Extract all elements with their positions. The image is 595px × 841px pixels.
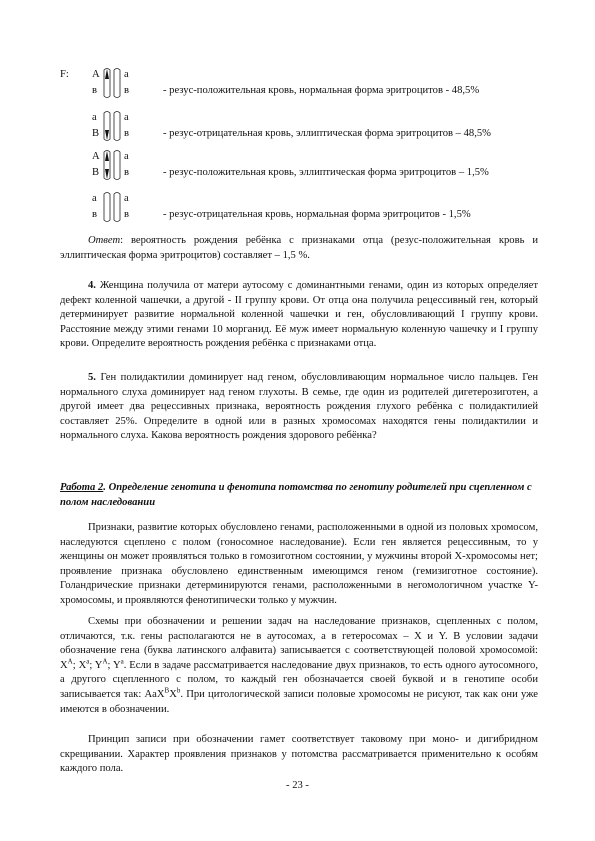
genotype-example: $AaX^BX^b$ [144, 686, 181, 700]
task-4 [60, 279, 538, 352]
paragraph-notation: Схемы при обозначении и решении задач на наследование признаков, сцепленных с полом, отличаются, т.к. гены располагаются не в аутосомах, а в гетеросомах – X и Y. В условии задачи обозначение гена (буква латинского алфавита) записывается с соответствующей половой хромосомой: $X^A$; $X^a$; $Y^A$; $Y^a$. Если в задаче рассматривается наследование двух признаков, то есть одного аутосомного, а другого сцепленного с полом, то каждый ген обозначается своей буквой и в генотипе особи записывается так: $AaX^BX^b$. При цитологической записи половые хромосомы не рисуют, так как они уже имеются в обозначении. [60, 616, 538, 715]
task-5 [60, 371, 538, 444]
work-2-label: Работа 2 [60, 482, 104, 493]
task-4-text: Женщина получила от матери аутосому с доминантными генами, один из которых определяет дефект коленной чашечки, а другой - II группу крови. От отца она получила рецессивный ген, который детерминирует развитие нормальной коленной чашечки и ген, обусловливающий I группу крови. Расстояние между этими генами 10 морганид. Её муж имеет нормальную коленную чашечку и I группу крови. Определите вероятность рождения ребёнка с признаками отца. [60, 280, 538, 350]
page-number: - 23 - [286, 780, 309, 791]
allele-top-left: A [92, 151, 100, 162]
chromosome-left [104, 193, 110, 222]
allele-top-left: а [92, 112, 97, 123]
allele-bottom-right: в [124, 128, 130, 139]
allele-bottom-right: в [124, 209, 130, 220]
example-xa-recessive: $X^a$ [78, 657, 90, 671]
task-4-number: 4. [88, 280, 96, 291]
allele-bottom-right: в [124, 167, 130, 178]
allele-top-right: а [124, 112, 129, 123]
task-5-text: Ген полидактилии доминирует над геном, обусловливающим нормальное число пальцев. Ген нормального слуха доминирует над геном глухоты. В семье, где один из родителей дигетерозиготен, а другой имеет два рецессивных признака, вероятность рождения глухого ребёнка с полидактилией составляет 25%. Определите в одной или в разных хромосомах находятся гены полидактилии и нормального слуха. Какова вероятность рождения здорового ребёнка? [60, 372, 538, 442]
chromosome-right [114, 112, 120, 141]
chromosome-pair-icon [101, 110, 123, 142]
paragraph-sex-linked: Признаки, развитие которых обусловлено генами, расположенными в одной из половых хромосом, наследуются сцеплено с полом (гоносомное наследование). Если ген является рецессивным, то у женщины он может проявляться только в гомозиготном состоянии, у мужчины второй Х-хромосомы нет; проявление признака обусловлено единственным имеющимся геном (гемизиготное состояние). Голандрические признаки детерминируются генами, расположенными в негомологичном участке Y-хромосомы, и проявляются фенотипически только у мужчин. [60, 522, 538, 606]
allele-top-left: а [92, 193, 97, 204]
work-2-title [60, 481, 538, 510]
task-5-number: 5. [88, 372, 96, 383]
notation-text-2: . Если в задаче рассматривается наследование двух признаков, то есть одного аутосомного, а другого сцепленного с полом, то каждый ген обозначается своей буквой и в генотипе особи записывается так: [60, 659, 538, 700]
example-ya-recessive: $Y^a$ [112, 657, 124, 671]
allele-top-right: а [124, 193, 129, 204]
work-2-heading: . Определение генотипа и фенотипа потомства по генотипу родителей при сцепленном с полом наследовании [60, 482, 532, 508]
allele-bottom-left: В [92, 128, 100, 139]
notation-text-3: . При цитологической записи половые хромосомы не рисуют, так как они уже имеются в обозначении. [60, 688, 538, 715]
f-label: F: [60, 69, 69, 80]
chromosome-pair-icon [101, 191, 123, 223]
answer-text: : вероятность рождения ребёнка с признаками отца (резус-положительная кровь и эллиптическая форма эритроцитов) составляет – 1,5 %. [60, 235, 538, 261]
chromosome-pair-icon [101, 149, 123, 181]
allele-top-right: a [124, 69, 129, 80]
example-ya-dominant: $Y^A$ [94, 657, 108, 671]
answer-label: Ответ [88, 235, 121, 246]
paragraph-gametes: Принцип записи при обозначении гамет соответствует таковому при моно- и дигибридном скрещивании. Характер проявления признаков у потомства рассматривается применительно к особям каждого пола. [60, 734, 538, 775]
allele-bottom-right: в [124, 85, 130, 96]
dominant-gene-marker [105, 69, 109, 79]
allele-bottom-left: в [92, 85, 98, 96]
chromosome-pair-icon [101, 67, 123, 99]
chromosome-right [114, 193, 120, 222]
phenotype-description: - резус-положительная кровь, нормальная форма эритроцитов - 48,5% [163, 85, 480, 96]
phenotype-description: - резус-отрицательная кровь, нормальная форма эритроцитов - 1,5% [163, 209, 471, 220]
example-xa-dominant: $X^A$ [60, 657, 73, 671]
notation-text-1: Схемы при обозначении и решении задач на наследование признаков, сцепленных с полом, отличаются, т.к. гены располагаются не в аутосомах, а в гетеросомах – X и Y. В условии задачи обозначение гена (буква латинского алфавита) записывается с соответствующей половой хромосомой: [60, 616, 538, 657]
answer-paragraph [60, 234, 538, 263]
allele-bottom-left: В [92, 167, 100, 178]
phenotype-description: - резус-положительная кровь, эллиптическая форма эритроцитов – 1,5% [163, 167, 489, 178]
dominant-gene-marker [105, 130, 109, 140]
chromosome-right [114, 151, 120, 180]
allele-top-right: a [124, 151, 129, 162]
allele-bottom-left: в [92, 209, 98, 220]
dominant-gene-marker [105, 169, 109, 179]
allele-top-left: A [92, 69, 100, 80]
chromosome-right [114, 69, 120, 98]
phenotype-description: - резус-отрицательная кровь, эллиптическая форма эритроцитов – 48,5% [163, 128, 491, 139]
dominant-gene-marker [105, 151, 109, 161]
